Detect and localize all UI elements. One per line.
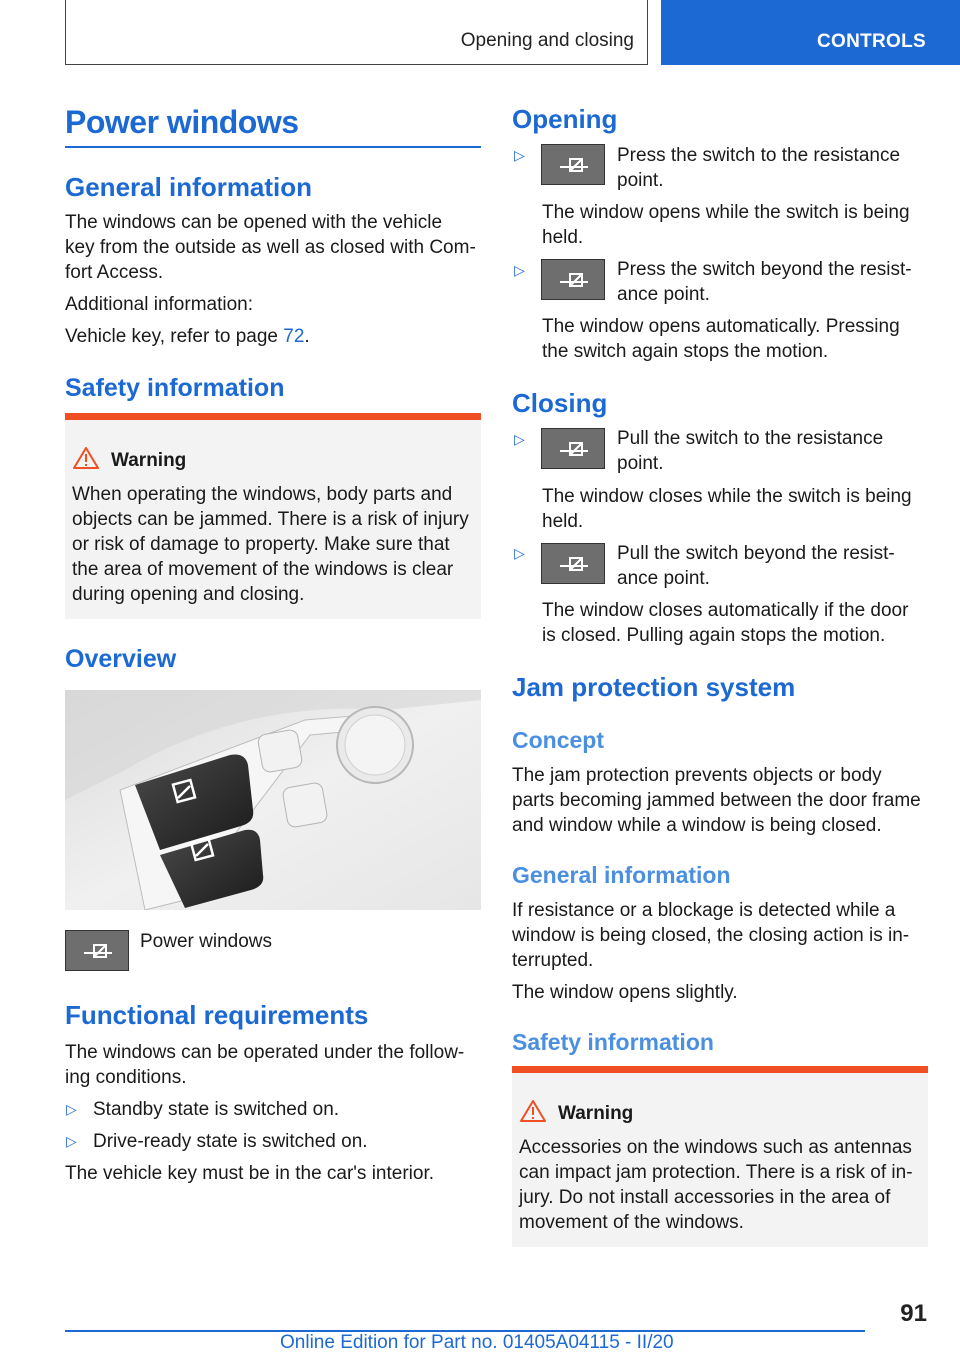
functional-requirements-heading: Functional requirements (65, 1000, 369, 1030)
header-chapter-title: CONTROLS (816, 31, 926, 52)
closing-step-2-line-1: Pull the switch beyond the resist- (617, 543, 895, 564)
general-info-line-1: The windows can be opened with the vehicle (65, 212, 443, 233)
opening-step-1-line-2: point. (617, 170, 664, 191)
window-switch-icon (65, 930, 129, 971)
closing-step-2-line-2: ance point. (617, 568, 710, 589)
opening-step-2-result-1: The window opens automatically. Pressing (542, 316, 900, 337)
warning-line-4: the area of movement of the windows is clear (72, 559, 454, 580)
title-rule (65, 146, 481, 148)
opening-step-1-result-2: held. (542, 227, 584, 248)
warning-line-5: during opening and closing. (72, 584, 305, 605)
warning-line-3: or risk of damage to property. Make sure that (72, 534, 450, 555)
closing-step-1-line-2: point. (617, 453, 664, 474)
warning-2-line-3: jury. Do not install accessories in the area of (519, 1187, 891, 1208)
warning-2-line-2: can impact jam protection. There is a risk of in- (519, 1162, 913, 1183)
opening-step-1-line-1: Press the switch to the resistance (617, 145, 901, 166)
concept-heading: Concept (512, 727, 604, 753)
window-switch-icon (541, 144, 605, 185)
func-line-2: ing conditions. (65, 1067, 187, 1088)
general-info-line-3: fort Access. (65, 262, 164, 283)
warning-box (65, 413, 481, 619)
gen-extra: The window opens slightly. (512, 982, 738, 1003)
warning-line-2: objects can be jammed. There is a risk of injury (72, 509, 469, 530)
concept-line-3: and window while a window is being closed. (512, 815, 882, 836)
opening-step-2-line-1: Press the switch beyond the resist- (617, 259, 912, 280)
step-bullet-icon: ▷ (514, 431, 525, 447)
func-footer: The vehicle key must be in the car's interior. (65, 1163, 435, 1184)
gen-line-1: If resistance or a blockage is detected while a (512, 900, 896, 921)
window-switch-icon (541, 428, 605, 469)
bullet-icon: ▷ (66, 1101, 77, 1117)
vehicle-key-ref: Vehicle key, refer to page 72. (65, 326, 310, 347)
closing-heading: Closing (512, 388, 608, 418)
warning-2-line-1: Accessories on the windows such as antennas (519, 1137, 912, 1158)
additional-info: Additional information: (65, 294, 253, 315)
general-info-heading: General information (65, 172, 313, 202)
closing-step-2-result-1: The window closes automatically if the door (542, 600, 909, 621)
opening-step-1-result-1: The window opens while the switch is being (542, 202, 910, 223)
safety-2-heading: Safety information (512, 1029, 714, 1055)
func-line-1: The windows can be operated under the follow- (65, 1042, 465, 1063)
general-info-2-heading: General information (512, 862, 731, 888)
bullet-item-1: Standby state is switched on. (93, 1099, 340, 1120)
step-bullet-icon: ▷ (514, 262, 525, 278)
footer-edition: Online Edition for Part no. 01405A04115 - II/20 (280, 1332, 674, 1353)
vehicle-key-page-link[interactable]: 72 (283, 326, 305, 347)
warning-2-label: Warning (558, 1103, 634, 1124)
opening-heading: Opening (512, 104, 618, 134)
header-section-tab (65, 0, 648, 65)
power-window-switches-photo (65, 690, 481, 910)
window-switch-icon (541, 259, 605, 300)
opening-step-2-line-2: ance point. (617, 284, 710, 305)
warning-2-line-4: movement of the windows. (519, 1212, 744, 1233)
closing-step-2-result-2: is closed. Pulling again stops the motion. (542, 625, 886, 646)
opening-step-2-result-2: the switch again stops the motion. (542, 341, 829, 362)
warning-triangle-icon (520, 1100, 546, 1122)
vehicle-key-ref-text: Vehicle key, refer to page (65, 326, 278, 347)
step-bullet-icon: ▷ (514, 147, 525, 163)
jam-protection-heading: Jam protection system (512, 672, 796, 702)
closing-step-1-line-1: Pull the switch to the resistance (617, 428, 884, 449)
warning-triangle-icon (73, 447, 99, 469)
bullet-item-2: Drive-ready state is switched on. (93, 1131, 368, 1152)
closing-step-1-result-1: The window closes while the switch is being (542, 486, 912, 507)
concept-line-1: The jam protection prevents objects or body (512, 765, 882, 786)
page-number: 91 (900, 1300, 927, 1327)
gen-line-3: terrupted. (512, 950, 594, 971)
icon-caption: Power windows (140, 931, 272, 952)
window-switch-icon (541, 543, 605, 584)
overview-heading: Overview (65, 645, 177, 673)
warning-label: Warning (111, 450, 187, 471)
page-title: Power windows (65, 104, 299, 140)
warning-line-1: When operating the windows, body parts and (72, 484, 453, 505)
gen-line-2: window is being closed, the closing action is in- (512, 925, 910, 946)
general-info-line-2: key from the outside as well as closed with Com- (65, 237, 476, 258)
safety-heading: Safety information (65, 374, 285, 402)
closing-step-1-result-2: held. (542, 511, 584, 532)
header-section-title: Opening and closing (460, 30, 634, 51)
concept-line-2: parts becoming jammed between the door frame (512, 790, 921, 811)
header-chapter-tab (661, 0, 960, 65)
bullet-icon: ▷ (66, 1133, 77, 1149)
step-bullet-icon: ▷ (514, 545, 525, 561)
warning-box-2 (512, 1066, 928, 1247)
